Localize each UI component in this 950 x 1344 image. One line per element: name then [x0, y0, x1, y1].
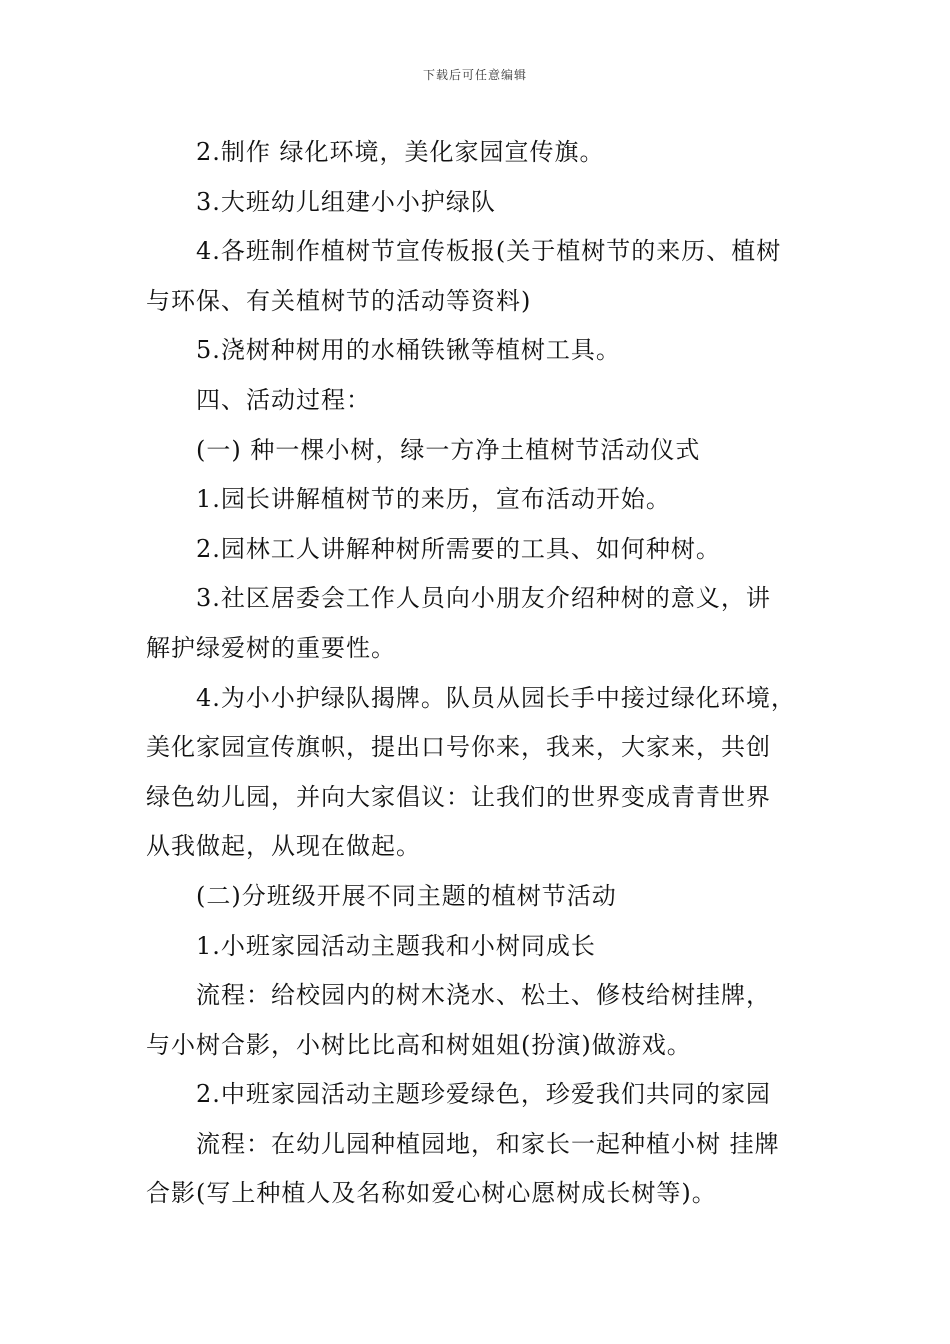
paragraph-line: 与环保、有关植树节的活动等资料) — [146, 286, 532, 315]
document-body — [146, 128, 836, 1219]
page-header: 下载后可任意编辑 — [422, 68, 527, 82]
paragraph-line: 2.制作 绿化环境，美化家园宣传旗。 — [196, 138, 605, 166]
paragraph-line: 5.浇树种树用的水桶铁锹等植树工具。 — [196, 336, 621, 365]
paragraph-line: 4.为小小护绿队揭牌。队员从园长手中接过绿化环境， — [196, 683, 796, 712]
paragraph-line: 美化家园宣传旗帜，提出口号你来，我来，大家来，共创 — [146, 733, 771, 762]
paragraph-line: 3.大班幼儿组建小小护绿队 — [196, 187, 496, 216]
paragraph-line: 4.各班制作植树节宣传板报(关于植树节的来历、植树 — [196, 237, 782, 266]
paragraph-line: 2.园林工人讲解种树所需要的工具、如何种树。 — [196, 534, 721, 563]
paragraph-line: 1.园长讲解植树节的来历，宣布活动开始。 — [196, 485, 671, 514]
paragraph-line: 合影(写上种植人及名称如爱心树心愿树成长树等)。 — [146, 1179, 717, 1208]
paragraph-line: 3.社区居委会工作人员向小朋友介绍种树的意义，讲 — [196, 584, 771, 613]
subsection-heading: (一) 种一棵小树，绿一方净土植树节活动仪式 — [196, 435, 701, 464]
paragraph-line: 流程：给校园内的树木浇水、松土、修枝给树挂牌， — [196, 981, 771, 1010]
paragraph-line: 从我做起，从现在做起。 — [146, 832, 421, 861]
paragraph-line: 流程：在幼儿园种植园地，和家长一起种植小树 挂牌 — [196, 1129, 780, 1158]
paragraph-line: 2.中班家园活动主题珍爱绿色，珍爱我们共同的家园 — [196, 1080, 771, 1109]
paragraph-line: 绿色幼儿园，并向大家倡议：让我们的世界变成青青世界 — [146, 782, 771, 811]
paragraph-line: 与小树合影，小树比比高和树姐姐(扮演)做游戏。 — [146, 1030, 692, 1059]
paragraph-line: 1.小班家园活动主题我和小树同成长 — [196, 931, 596, 960]
subsection-heading: (二)分班级开展不同主题的植树节活动 — [196, 881, 617, 910]
section-heading: 四、活动过程： — [196, 385, 371, 414]
paragraph-line: 解护绿爱树的重要性。 — [146, 633, 396, 662]
